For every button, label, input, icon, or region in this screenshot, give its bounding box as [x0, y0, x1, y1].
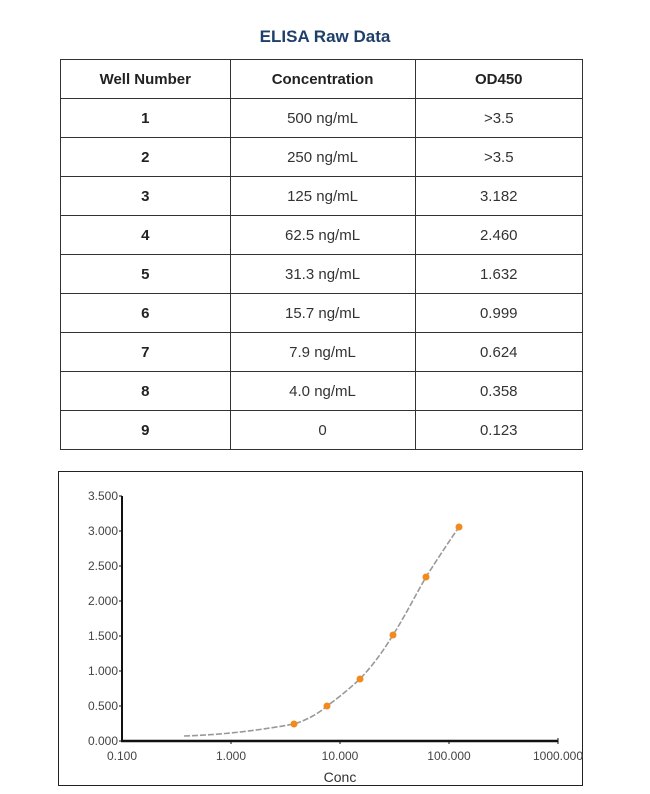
concentration-cell: 31.3 ng/mL: [230, 255, 415, 294]
well-cell: 4: [61, 216, 231, 255]
concentration-cell: 15.7 ng/mL: [230, 294, 415, 333]
data-points: [291, 524, 463, 728]
well-cell: 7: [61, 333, 231, 372]
well-cell: 2: [61, 138, 231, 177]
svg-text:1.000: 1.000: [215, 749, 247, 763]
data-point: [423, 574, 430, 581]
well-cell: 5: [61, 255, 231, 294]
svg-text:10.000: 10.000: [321, 749, 359, 763]
data-point: [456, 524, 463, 531]
svg-text:2.500: 2.500: [87, 559, 118, 573]
svg-text:3.500: 3.500: [87, 489, 118, 503]
svg-text:1000.000: 1000.000: [532, 749, 584, 763]
y-tick-labels: [88, 489, 118, 748]
header-concentration: Concentration: [230, 60, 415, 99]
svg-text:0.000: 0.000: [87, 734, 118, 748]
od-cell: 0.123: [415, 411, 583, 450]
od-cell: >3.5: [415, 99, 583, 138]
header-od450: OD450: [415, 60, 583, 99]
od-cell: 3.182: [415, 177, 583, 216]
well-cell: 8: [61, 372, 231, 411]
svg-text:0.500: 0.500: [87, 699, 118, 713]
od-cell: 2.460: [415, 216, 583, 255]
x-tick-labels: [107, 749, 583, 763]
concentration-cell: 500 ng/mL: [230, 99, 415, 138]
page-title: ELISA Raw Data: [259, 27, 391, 46]
svg-text:2.000: 2.000: [87, 594, 118, 608]
data-point: [390, 632, 397, 639]
concentration-cell: 125 ng/mL: [230, 177, 415, 216]
od-cell: 0.999: [415, 294, 583, 333]
well-cell: 6: [61, 294, 231, 333]
fit-curve: [184, 527, 459, 736]
svg-text:1.500: 1.500: [87, 629, 118, 643]
svg-text:0.100: 0.100: [106, 749, 138, 763]
header-well-number: Well Number: [61, 60, 231, 99]
concentration-cell: 62.5 ng/mL: [230, 216, 415, 255]
well-cell: 1: [61, 99, 231, 138]
svg-text:100.000: 100.000: [427, 749, 471, 763]
well-cell: 9: [61, 411, 231, 450]
data-point: [324, 703, 331, 710]
svg-text:3.000: 3.000: [87, 524, 118, 538]
data-point: [357, 676, 364, 683]
od-cell: >3.5: [415, 138, 583, 177]
svg-text:1.000: 1.000: [87, 664, 118, 678]
well-cell: 3: [61, 177, 231, 216]
od-cell: 0.624: [415, 333, 583, 372]
x-axis-title: Conc: [323, 769, 357, 785]
concentration-cell: 250 ng/mL: [230, 138, 415, 177]
od-cell: 0.358: [415, 372, 583, 411]
concentration-cell: 0: [230, 411, 415, 450]
data-point: [291, 721, 298, 728]
concentration-cell: 7.9 ng/mL: [230, 333, 415, 372]
od-cell: 1.632: [415, 255, 583, 294]
concentration-cell: 4.0 ng/mL: [230, 372, 415, 411]
